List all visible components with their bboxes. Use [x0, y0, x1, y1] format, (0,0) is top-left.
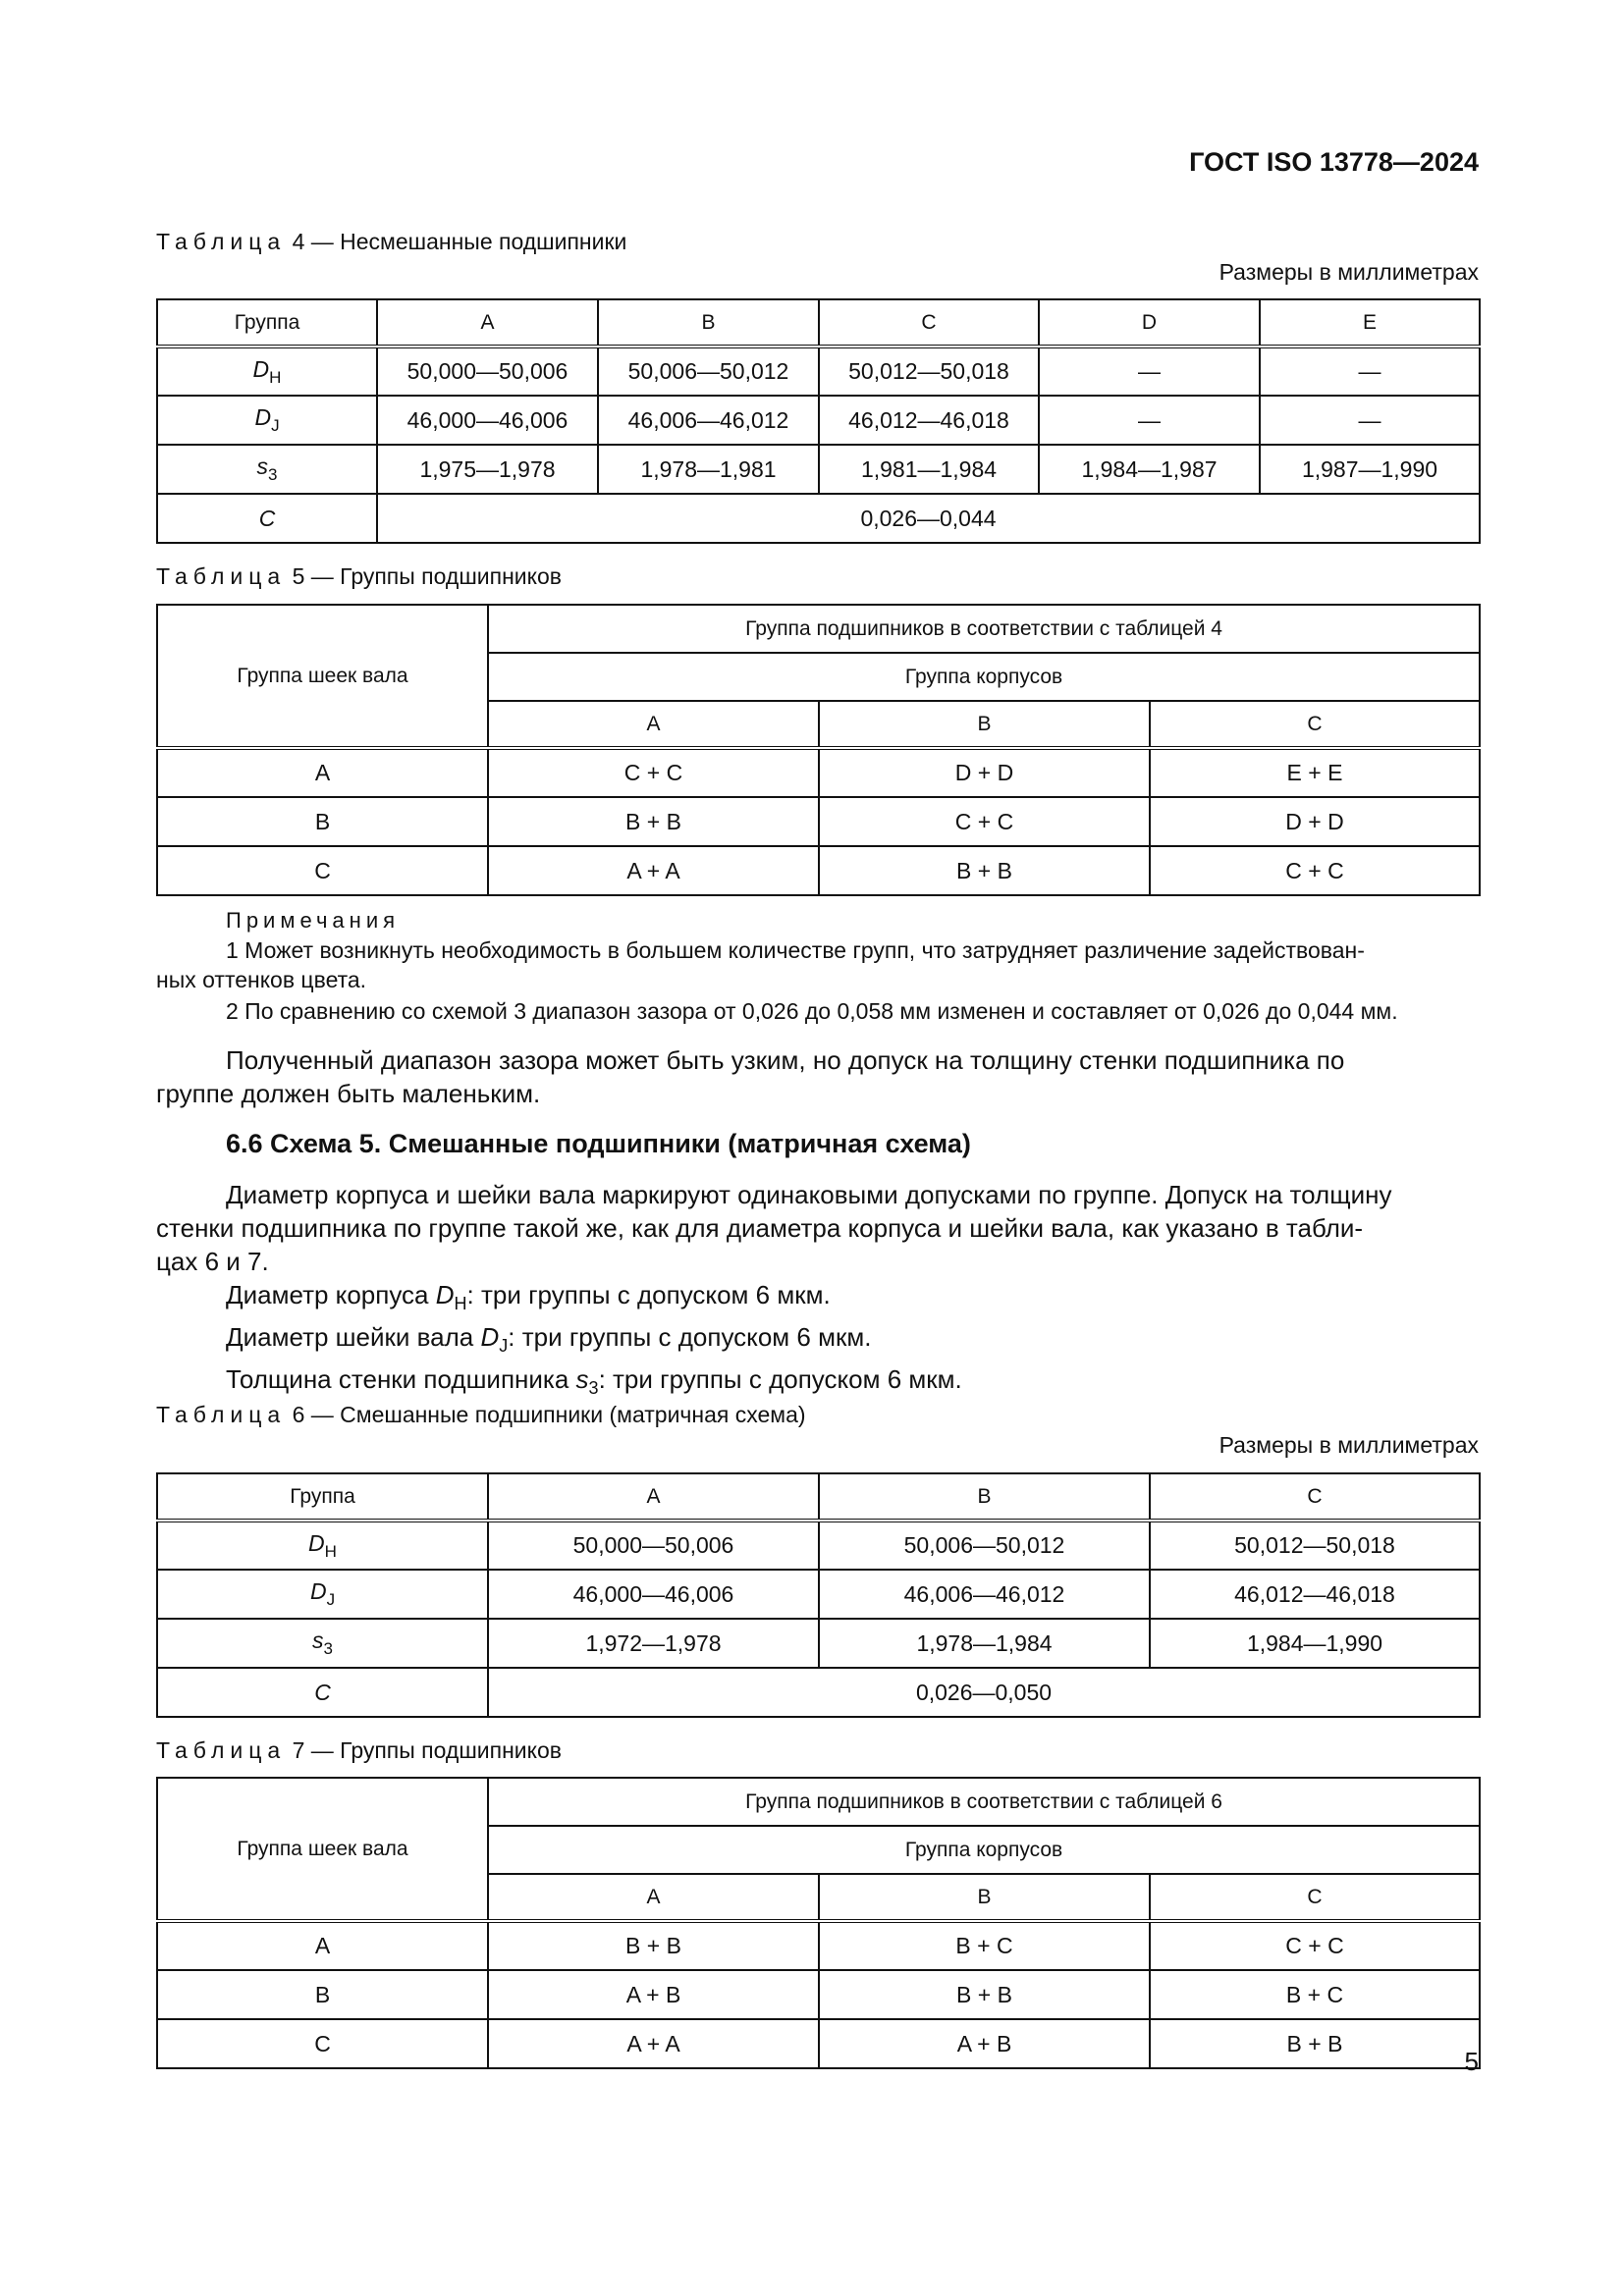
item-text: : три группы с допуском 6 мкм. — [508, 1322, 872, 1352]
table7-caption — [156, 1737, 562, 1764]
note-1-line-1: 1 Может возникнуть необходимость в большем количестве групп, что затрудняет различение задействован- — [226, 937, 1365, 963]
row-label: B — [157, 1970, 488, 2019]
table6-caption — [156, 1402, 806, 1428]
notes-title: Примечания — [226, 908, 401, 933]
table-row — [157, 347, 1480, 396]
data-cell: C + C — [488, 748, 819, 797]
item-text: Диаметр корпуса — [226, 1280, 436, 1309]
paragraph-1-line-2: группе должен быть маленьким. — [156, 1079, 541, 1108]
table6-caption-text: 6 — Смешанные подшипники (матричная схема) — [286, 1402, 806, 1427]
row-label-symbol: D — [309, 1578, 327, 1604]
table4-caption — [156, 229, 626, 255]
row-label — [157, 347, 377, 396]
header-cell: C — [819, 299, 1039, 347]
item-text: Диаметр шейки вала — [226, 1322, 481, 1352]
data-cell: D + D — [1150, 797, 1480, 846]
row-label-symbol: s — [256, 454, 269, 479]
table5-caption-word: Таблица — [156, 563, 287, 589]
data-cell: 50,000—50,006 — [377, 347, 598, 396]
table-row — [157, 494, 1480, 543]
data-cell: 50,000—50,006 — [488, 1521, 819, 1570]
table-header-row — [157, 605, 1480, 653]
table4-caption-text: 4 — Несмешанные подшипники — [286, 229, 627, 254]
row-label-symbol: s — [312, 1628, 324, 1653]
row-label: A — [157, 1921, 488, 1970]
paragraph-2-line-1 — [156, 1178, 1479, 1211]
table7-caption-text: 7 — Группы подшипников — [286, 1737, 562, 1763]
data-cell: 0,026—0,050 — [488, 1668, 1480, 1717]
header-cell: A — [488, 1473, 819, 1521]
data-cell: 46,000—46,006 — [488, 1570, 819, 1619]
row-label-symbol: D — [252, 355, 270, 382]
data-cell: 50,012—50,018 — [1150, 1521, 1480, 1570]
table5 — [156, 604, 1481, 896]
paragraph-2 — [156, 1178, 1479, 1278]
data-cell: — — [1039, 347, 1260, 396]
note-2: 2 По сравнению со схемой 3 диапазон зазора от 0,026 до 0,058 мм изменен и составляет от 0,026 до 0,044 мм. — [226, 998, 1398, 1024]
row-label — [157, 396, 377, 445]
header-cell: C — [1150, 1874, 1480, 1921]
table-row — [157, 1570, 1480, 1619]
data-cell: 46,006—46,012 — [819, 1570, 1150, 1619]
item-journal-diameter — [156, 1320, 1479, 1362]
data-cell: C + C — [1150, 846, 1480, 895]
row-label-subscript: H — [269, 367, 282, 387]
data-cell: B + C — [819, 1921, 1150, 1970]
paragraph-2-text-1: Диаметр корпуса и шейки вала маркируют одинаковыми допусками по группе. Допуск на толщину — [226, 1180, 1392, 1209]
table-header-row — [157, 299, 1480, 347]
header-cell: Группа — [157, 1473, 488, 1521]
header-cell: B — [598, 299, 819, 347]
table-row — [157, 396, 1480, 445]
data-cell: 1,981—1,984 — [819, 445, 1039, 494]
data-cell: 1,978—1,981 — [598, 445, 819, 494]
row-label-symbol: D — [254, 404, 272, 430]
header-cell: D — [1039, 299, 1260, 347]
table-row — [157, 748, 1480, 797]
data-cell: 1,972—1,978 — [488, 1619, 819, 1668]
header-cell: A — [488, 1874, 819, 1921]
table6-caption-word: Таблица — [156, 1402, 287, 1427]
item-text: : три группы с допуском 6 мкм. — [466, 1280, 831, 1309]
data-cell: B + B — [819, 846, 1150, 895]
row-label — [157, 1619, 488, 1668]
data-cell: 46,000—46,006 — [377, 396, 598, 445]
row-label: C — [157, 846, 488, 895]
row-label-subscript: J — [271, 416, 280, 435]
data-cell: — — [1260, 347, 1480, 396]
table-row — [157, 1668, 1480, 1717]
paragraph-2-line-2: стенки подшипника по группе такой же, как для диаметра корпуса и шейки вала, как указано в табли- — [156, 1213, 1364, 1243]
table5-caption — [156, 563, 562, 590]
header-cell: E — [1260, 299, 1480, 347]
table5-caption-text: 5 — Группы подшипников — [286, 563, 562, 589]
row-label-subscript: 3 — [268, 465, 278, 484]
header-cell: Группа подшипников в соответствии с таблицей 6 — [488, 1778, 1480, 1826]
row-label — [157, 1570, 488, 1619]
item-list — [156, 1278, 1479, 1405]
row-label: B — [157, 797, 488, 846]
data-cell: A + A — [488, 846, 819, 895]
data-cell: B + B — [1150, 2019, 1480, 2068]
header-cell: B — [819, 1473, 1150, 1521]
row-label-subscript: H — [324, 1541, 337, 1561]
table-row — [157, 2019, 1480, 2068]
table4-units: Размеры в миллиметрах — [1218, 259, 1479, 285]
section-title: 6.6 Схема 5. Смешанные подшипники (матричная схема) — [226, 1129, 971, 1158]
data-cell: B + B — [488, 797, 819, 846]
row-label — [157, 445, 377, 494]
item-variable — [480, 1322, 509, 1356]
item-variable-subscript: J — [499, 1336, 509, 1356]
table-row — [157, 1970, 1480, 2019]
data-cell: A + B — [819, 2019, 1150, 2068]
item-variable-subscript: H — [454, 1294, 467, 1313]
data-cell: B + B — [819, 1970, 1150, 2019]
header-cell: Группа корпусов — [488, 653, 1480, 701]
data-cell: C + C — [1150, 1921, 1480, 1970]
row-label: C — [157, 1668, 488, 1717]
row-label-subscript: J — [326, 1590, 336, 1609]
item-wall-thickness — [156, 1362, 1479, 1405]
header-cell: A — [377, 299, 598, 347]
header-cell: Группа — [157, 299, 377, 347]
table7 — [156, 1777, 1481, 2069]
item-text: : три группы с допуском 6 мкм. — [598, 1364, 962, 1394]
paragraph-1 — [156, 1043, 1479, 1110]
item-variable-symbol: D — [480, 1322, 500, 1352]
data-cell: A + A — [488, 2019, 819, 2068]
item-text: Толщина стенки подшипника — [226, 1364, 576, 1394]
page-number: 5 — [1464, 2047, 1479, 2076]
data-cell: B + B — [488, 1921, 819, 1970]
data-cell: 50,012—50,018 — [819, 347, 1039, 396]
header-cell: B — [819, 701, 1150, 748]
corner-header-cell: Группа шеек вала — [157, 1778, 488, 1921]
table-row — [157, 1921, 1480, 1970]
row-label: C — [157, 494, 377, 543]
data-cell: 1,984—1,990 — [1150, 1619, 1480, 1668]
table-header-row — [157, 1473, 1480, 1521]
table4 — [156, 298, 1481, 544]
data-cell: A + B — [488, 1970, 819, 2019]
data-cell: 1,978—1,984 — [819, 1619, 1150, 1668]
table4-caption-word: Таблица — [156, 229, 287, 254]
data-cell: 1,984—1,987 — [1039, 445, 1260, 494]
table-row — [157, 1521, 1480, 1570]
data-cell: C + C — [819, 797, 1150, 846]
row-label: A — [157, 748, 488, 797]
row-label-symbol: D — [308, 1529, 325, 1556]
data-cell: — — [1039, 396, 1260, 445]
data-cell: B + C — [1150, 1970, 1480, 2019]
row-label: C — [157, 2019, 488, 2068]
data-cell: 1,987—1,990 — [1260, 445, 1480, 494]
header-cell: C — [1150, 701, 1480, 748]
table6-units: Размеры в миллиметрах — [1218, 1432, 1479, 1458]
header-cell: A — [488, 701, 819, 748]
table-row — [157, 797, 1480, 846]
note-1-line-2: ных оттенков цвета. — [156, 967, 367, 992]
item-variable-symbol: D — [435, 1280, 455, 1309]
data-cell: 1,975—1,978 — [377, 445, 598, 494]
data-cell: E + E — [1150, 748, 1480, 797]
table-row — [157, 846, 1480, 895]
data-cell: 0,026—0,044 — [377, 494, 1480, 543]
document-code: ГОСТ ISO 13778—2024 — [1189, 147, 1479, 177]
data-cell: 50,006—50,012 — [598, 347, 819, 396]
data-cell: 46,006—46,012 — [598, 396, 819, 445]
header-cell: C — [1150, 1473, 1480, 1521]
item-variable — [435, 1280, 467, 1313]
table7-caption-word: Таблица — [156, 1737, 287, 1763]
item-variable-subscript: 3 — [588, 1378, 599, 1398]
data-cell: 50,006—50,012 — [819, 1521, 1150, 1570]
table-row — [157, 445, 1480, 494]
item-variable — [575, 1364, 599, 1398]
table-row — [157, 1619, 1480, 1668]
header-cell: B — [819, 1874, 1150, 1921]
item-variable-symbol: s — [575, 1364, 589, 1394]
corner-header-cell: Группа шеек вала — [157, 605, 488, 748]
row-label-subscript: 3 — [323, 1639, 333, 1658]
row-label — [157, 1521, 488, 1570]
data-cell: D + D — [819, 748, 1150, 797]
paragraph-1-line-1 — [156, 1043, 1479, 1077]
header-cell: Группа корпусов — [488, 1826, 1480, 1874]
data-cell: 46,012—46,018 — [819, 396, 1039, 445]
data-cell: 46,012—46,018 — [1150, 1570, 1480, 1619]
header-cell: Группа подшипников в соответствии с таблицей 4 — [488, 605, 1480, 653]
table6 — [156, 1472, 1481, 1718]
item-housing-diameter — [156, 1278, 1479, 1320]
paragraph-2-line-3: цах 6 и 7. — [156, 1247, 269, 1276]
data-cell: — — [1260, 396, 1480, 445]
table-header-row — [157, 1778, 1480, 1826]
paragraph-1-text-1: Полученный диапазон зазора может быть узким, но допуск на толщину стенки подшипника по — [226, 1045, 1345, 1075]
